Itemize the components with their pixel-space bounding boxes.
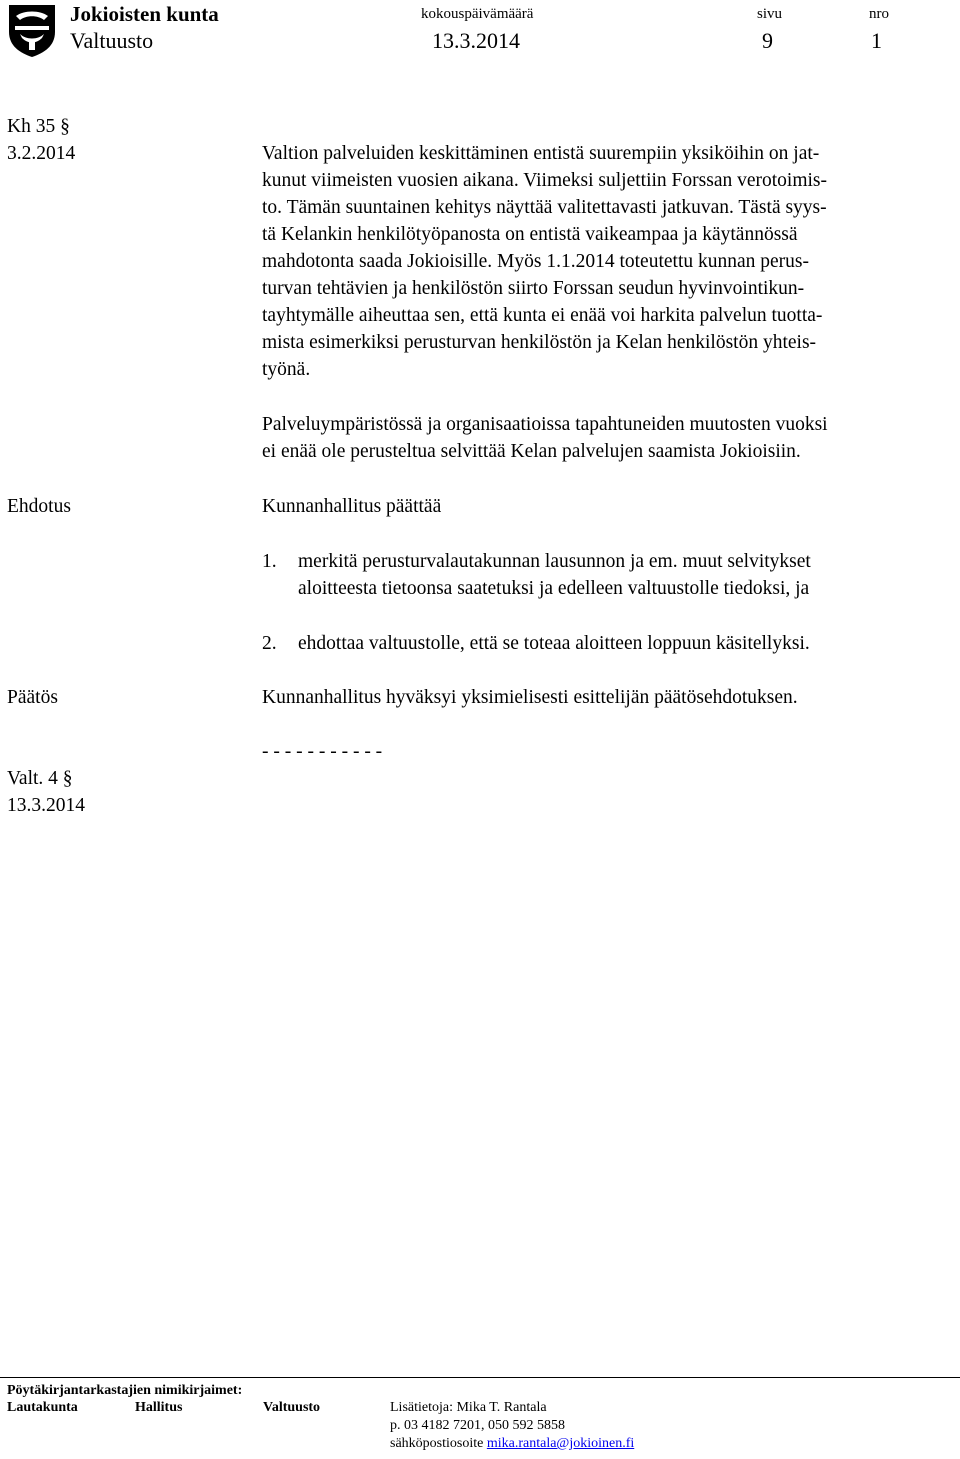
kh-date: 3.2.2014 xyxy=(7,143,76,164)
proposal-item-1-number: 1. xyxy=(262,551,277,572)
contact-info: Lisätietoja: Mika T. Rantala xyxy=(390,1400,547,1415)
paragraph-line: turvan tehtävien ja henkilöstön siirto Forssan seudun hyvinvointikun- xyxy=(262,278,805,299)
contact-email-row xyxy=(390,1436,634,1452)
paragraph-line: kunut viimeisten vuosien aikana. Viimeksi suljettiin Forssan verotoimis- xyxy=(262,170,827,191)
signer-valtuusto: Valtuusto xyxy=(263,1400,321,1415)
kh-ref: Kh 35 § xyxy=(7,116,70,137)
org-name: Jokioisten kunta xyxy=(70,2,219,26)
paragraph-1 xyxy=(262,140,952,383)
nro-label: nro xyxy=(869,6,889,22)
end-dashes: - - - - - - - - - - - xyxy=(262,741,383,762)
paatos-label: Päätös xyxy=(7,687,58,708)
paragraph-line: Palveluympäristössä ja organisaatioissa tapahtuneiden muutosten vuoksi xyxy=(262,414,828,435)
contact-phone: p. 03 4182 7201, 050 592 5858 xyxy=(390,1418,565,1433)
paragraph-2 xyxy=(262,411,952,465)
nro-value: 1 xyxy=(871,28,882,53)
proposal-item-1-line: merkitä perusturvalautakunnan lausunnon ja em. muut selvitykset xyxy=(298,551,811,572)
proposal-item-1-line: aloitteesta tietoonsa saatetuksi ja edelleen valtuustolle tiedoksi, ja xyxy=(298,578,810,599)
ehdotus-label: Ehdotus xyxy=(7,496,71,517)
proposal-item-1 xyxy=(298,548,811,602)
coat-of-arms-icon xyxy=(6,2,58,58)
paragraph-line: mahdotonta saada Jokioisille. Myös 1.1.2014 toteutettu kunnan perus- xyxy=(262,251,809,272)
signer-hallitus: Hallitus xyxy=(135,1400,183,1415)
proposal-intro: Kunnanhallitus päättää xyxy=(262,496,442,517)
proposal-item-2: ehdottaa valtuustolle, että se toteaa aloitteen loppuun käsitellyksi. xyxy=(298,633,810,654)
valt-ref: Valt. 4 § xyxy=(7,768,73,789)
signers-label: Pöytäkirjantarkastajien nimikirjaimet: xyxy=(7,1383,243,1398)
paragraph-line: tä Kelankin henkilötyöpanosta on entistä vaikeampaa ja käytännössä xyxy=(262,224,798,245)
email-label: sähköpostiosoite xyxy=(390,1436,484,1451)
body-name: Valtuusto xyxy=(70,28,154,53)
paragraph-line: ei enää ole perusteltua selvittää Kelan palvelujen saamista Jokioisiin. xyxy=(262,441,801,462)
decision-text: Kunnanhallitus hyväksyi yksimielisesti esittelijän päätösehdotuksen. xyxy=(262,687,798,708)
date-label: kokouspäivämäärä xyxy=(421,6,534,22)
signer-lautakunta: Lautakunta xyxy=(7,1400,78,1415)
valt-date: 13.3.2014 xyxy=(7,795,85,816)
paragraph-line: työnä. xyxy=(262,359,311,380)
proposal-item-2-number: 2. xyxy=(262,633,277,654)
paragraph-line: to. Tämän suuntainen kehitys näyttää valitettavasti jatkuvan. Tästä syys- xyxy=(262,197,827,218)
paragraph-line: tayhtymälle aiheuttaa sen, että kunta ei enää voi harkita palvelun tuotta- xyxy=(262,305,823,326)
page-label: sivu xyxy=(757,6,783,22)
footer-divider xyxy=(0,1377,960,1378)
paragraph-line: Valtion palveluiden keskittäminen entistä suurempiin yksiköihin on jat- xyxy=(262,143,820,164)
paragraph-line: mista esimerkiksi perusturvan henkilöstön ja Kelan henkilöstön yhteis- xyxy=(262,332,817,353)
meeting-date: 13.3.2014 xyxy=(432,28,520,53)
page-number: 9 xyxy=(762,28,773,53)
email-link[interactable]: mika.rantala@jokioinen.fi xyxy=(486,1436,635,1451)
